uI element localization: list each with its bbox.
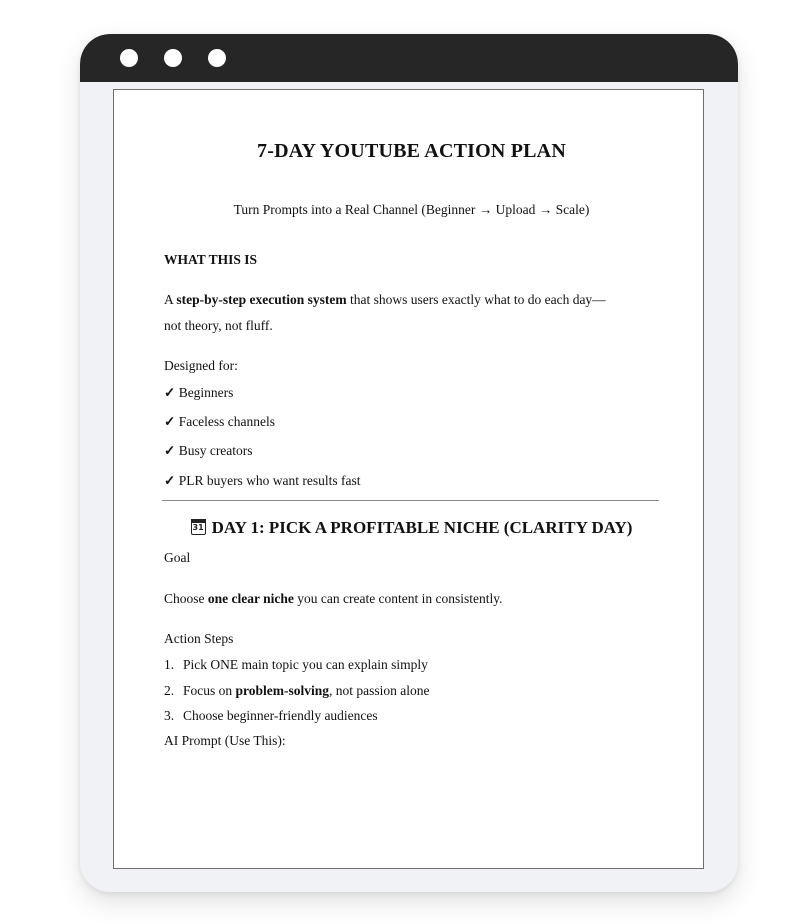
step-text-prefix: Focus on [183, 683, 236, 698]
step-text-bold: problem-solving [235, 683, 330, 698]
check-icon: ✓ [164, 473, 176, 488]
step-number: 1. [164, 657, 175, 672]
calendar-icon-number: 31 [192, 523, 204, 532]
document-subtitle: Turn Prompts into a Real Channel (Beginner → Upload → Scale) [233, 202, 590, 217]
list-item-text: Beginners [178, 385, 234, 400]
calendar-icon [191, 519, 206, 535]
list-item [164, 380, 233, 406]
goal-prefix: Choose [164, 591, 208, 606]
browser-window [80, 34, 738, 892]
document-title: 7-DAY YOUTUBE ACTION PLAN [257, 140, 566, 162]
list-item [164, 703, 378, 729]
check-icon: ✓ [164, 414, 176, 429]
list-item-text: PLR buyers who want results fast [178, 473, 361, 488]
section-heading-what-this-is: WHAT THIS IS [164, 252, 258, 267]
list-item-text: Faceless channels [178, 414, 276, 429]
horizontal-divider [162, 500, 659, 501]
document-page [113, 89, 704, 869]
intro-paragraph-line2: not theory, not fluff. [164, 318, 273, 333]
check-icon: ✓ [164, 443, 176, 458]
step-number: 3. [164, 708, 175, 723]
window-control-dot[interactable] [164, 49, 182, 67]
step-text: Choose beginner-friendly audiences [183, 708, 378, 723]
step-text-suffix: , not passion alone [329, 683, 430, 698]
designed-for-label: Designed for: [164, 358, 238, 373]
goal-suffix: you can create content in consistently. [293, 591, 503, 606]
intro-bold: step-by-step execution system [176, 292, 347, 307]
ai-prompt-label: AI Prompt (Use This): [164, 733, 286, 748]
list-item [164, 652, 428, 678]
list-item [164, 409, 275, 435]
intro-suffix: that shows users exactly what to do each day— [346, 292, 606, 307]
goal-bold: one clear niche [207, 591, 294, 606]
list-item [164, 438, 253, 464]
goal-paragraph [164, 586, 503, 612]
window-titlebar [80, 34, 738, 82]
window-control-dot[interactable] [120, 49, 138, 67]
check-icon: ✓ [164, 385, 176, 400]
action-steps-label: Action Steps [164, 631, 234, 646]
day1-heading-text: DAY 1: PICK A PROFITABLE NICHE (CLARITY DAY) [211, 518, 633, 537]
list-item-text: Busy creators [178, 443, 253, 458]
step-number: 2. [164, 683, 175, 698]
intro-prefix: A [164, 292, 177, 307]
list-item [164, 468, 361, 494]
list-item [164, 678, 430, 704]
intro-paragraph-line1 [164, 287, 606, 313]
goal-label: Goal [164, 550, 191, 565]
window-control-dot[interactable] [208, 49, 226, 67]
day1-heading [164, 518, 659, 538]
step-text: Pick ONE main topic you can explain simply [183, 657, 428, 672]
